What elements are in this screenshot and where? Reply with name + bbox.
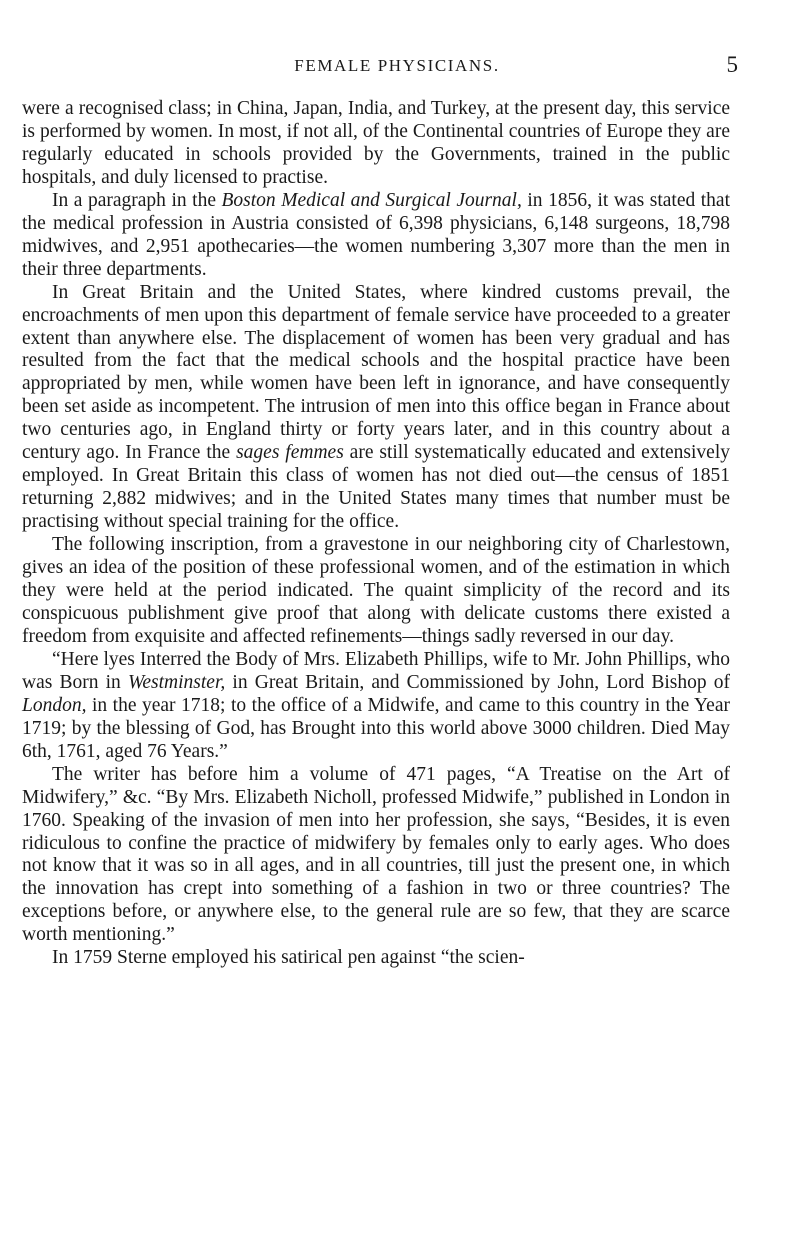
journal-title: Boston Medical and Surgical Journal, xyxy=(221,189,522,211)
text-span: are still systematically educated and extensively employed. In Great Britain this class of women has not died out—the census of 1851 returning 2,882 midwives; and in the United States many times that number must be practising without special training for the office. xyxy=(22,442,730,533)
paragraph-4 xyxy=(22,534,730,649)
text-span: The following inscription, from a gravestone in our neighboring city of Charlestown, gives an idea of the position of these professional women, and of the estimation in which they were held at the period indicated. The quaint simplicity of the record and its conspicuous publishment give proof that along with delicate customs there existed a freedom from exquisite and affected refinements—things sadly reversed in our day. xyxy=(22,534,730,647)
text-span: were a recognised class; in China, Japan, India, and Turkey, at the present day, this service is performed by women. In most, if not all, of the Continental countries of Europe they are regularly educated in schools provided by the Governments, trained in the public hospitals, and duly licensed to practise. xyxy=(22,98,730,188)
text-span: in 1856, it was stated that the medical profession in Austria consisted of 6,398 physicians, 6,148 surgeons, 18,798 midwives, and 2,951 apothecaries—the women numbering 3,307 more than the men in their three departments. xyxy=(22,189,730,280)
italic-term: sages femmes xyxy=(236,442,344,464)
paragraph-2 xyxy=(22,190,730,282)
running-title: FEMALE PHYSICIANS. xyxy=(294,56,500,75)
paragraph-1 xyxy=(22,98,730,190)
paragraph-6 xyxy=(22,764,730,948)
text-span: in Great Britain, and Commissioned by John, Lord Bishop of xyxy=(225,671,731,693)
gravestone-inscription xyxy=(22,649,730,764)
text-span: The writer has before him a volume of 471 pages, “A Treatise on the Art of Midwifery,” &c. “By Mrs. Elizabeth Nicholl, professed Midwife,” published in London in 1760. Speaking of the invasion of men into her profession, she says, “Besides, it is even ridiculous to confine the practice of midwifery by females only to early ages. Who does not know that it was so in all ages, and in all countries, till just the present one, in which the innovation has crept into something of a fashion in two or three countries? The exceptions before, or anywhere else, to the general rule are so few, that they are scarce worth mentioning.” xyxy=(22,763,730,946)
text-span: “Here lyes Interred the Body of Mrs. Elizabeth Phillips, wife to Mr. John Phillips, who was Born in xyxy=(22,648,730,693)
text-span: In a paragraph in the xyxy=(52,189,222,211)
paragraph-7 xyxy=(22,947,730,970)
body-text xyxy=(22,98,730,970)
italic-place: London, xyxy=(22,694,87,716)
text-span: In 1759 Sterne employed his satirical pen against “the scien- xyxy=(52,947,525,969)
text-span: in the year 1718; to the office of a Midwife, and came to this country in the Year 1719; by the blessing of God, has Brought into this world above 3000 children. Died May 6th, 1761, aged 76 Years.” xyxy=(22,694,730,762)
italic-place: Westminster, xyxy=(127,671,226,693)
paragraph-3 xyxy=(22,282,730,534)
running-head xyxy=(0,52,794,82)
page-number: 5 xyxy=(726,52,738,77)
text-span: In Great Britain and the United States, where kindred customs prevail, the encroachments of men upon this department of female service have proceeded to a greater extent than anywhere else. The displacement of women has been very gradual and has resulted from the fact that the medical schools and the hospital practice have been appropriated by men, while women have been left in ignorance, and have consequently been set aside as incompetent. The intrusion of men into this office began in France about two centuries ago, in England thirty or forty years later, and in this country about a century ago. In France the xyxy=(22,281,730,464)
